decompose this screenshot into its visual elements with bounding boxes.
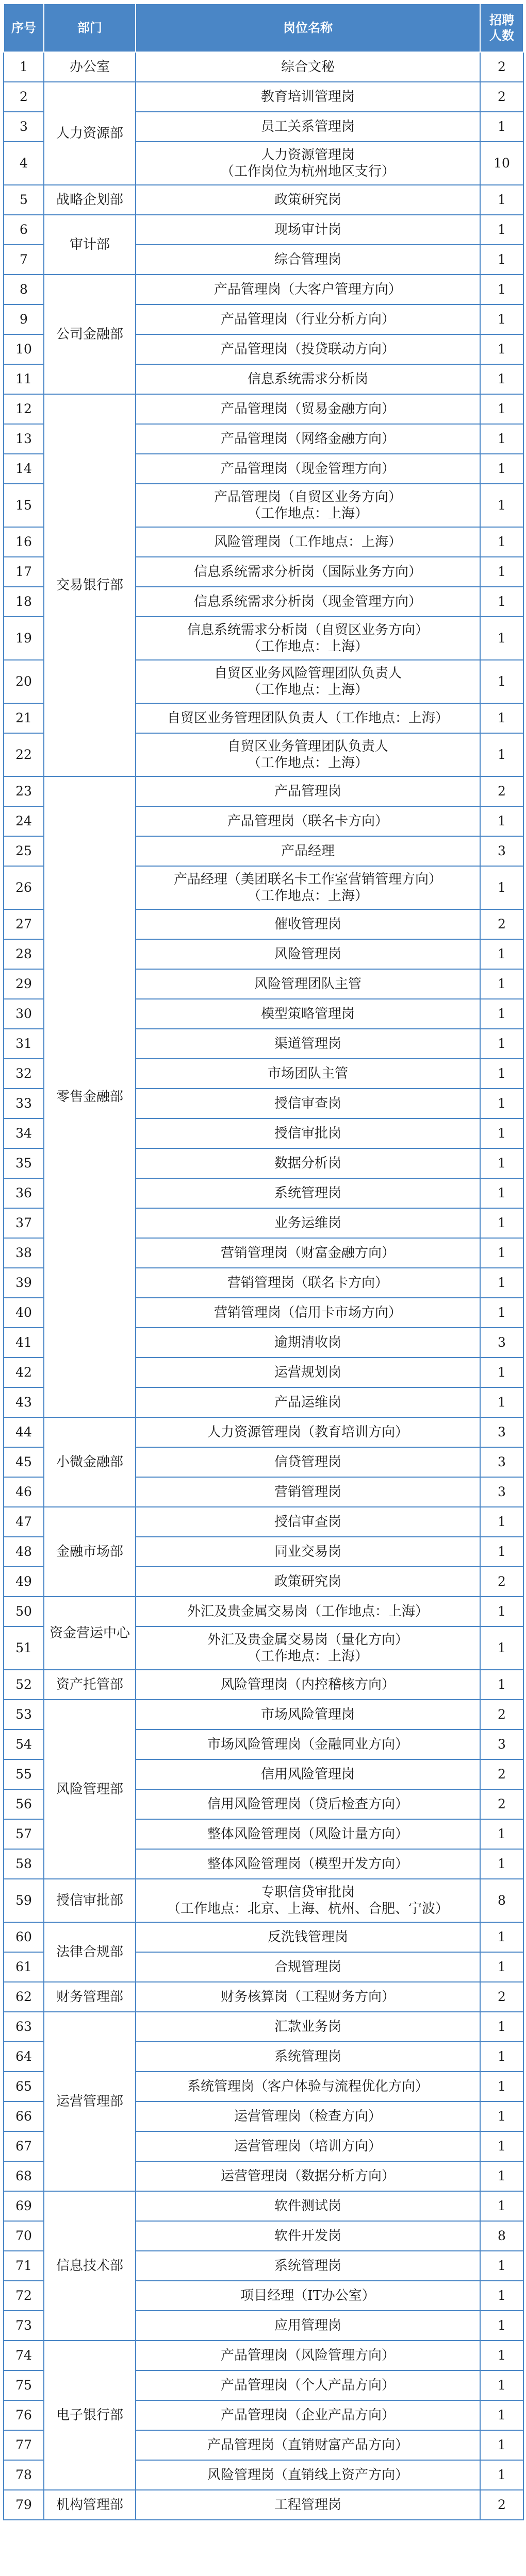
- position-name: 授信审查岗: [136, 1507, 480, 1537]
- row-seq: 68: [4, 2161, 44, 2191]
- position-name: 产品管理岗（企业产品方向）: [136, 2400, 480, 2430]
- table-row: [4, 1700, 523, 1730]
- position-name: 营销管理岗（财富金融方向）: [136, 1238, 480, 1268]
- position-name: 产品管理岗（网络金融方向）: [136, 424, 480, 454]
- row-seq: 44: [4, 1417, 44, 1447]
- position-name: 逾期清收岗: [136, 1328, 480, 1358]
- table-row: [4, 52, 523, 82]
- row-seq: 70: [4, 2221, 44, 2251]
- position-name: 现场审计岗: [136, 215, 480, 245]
- headcount: 2: [480, 2490, 523, 2520]
- header-row: [4, 4, 523, 52]
- position-name: 产品运维岗: [136, 1387, 480, 1417]
- position-name: 产品管理岗（联名卡方向）: [136, 806, 480, 836]
- row-seq: 21: [4, 703, 44, 733]
- position-name: 工程管理岗: [136, 2490, 480, 2520]
- row-seq: 76: [4, 2400, 44, 2430]
- row-seq: 66: [4, 2102, 44, 2131]
- position-name: 系统管理岗: [136, 2251, 480, 2281]
- headcount: 1: [480, 1029, 523, 1059]
- headcount: 1: [480, 2042, 523, 2072]
- row-seq: 4: [4, 142, 44, 185]
- headcount: 1: [480, 1922, 523, 1952]
- position-name: 产品管理岗（现金管理方向）: [136, 454, 480, 484]
- table-row: [4, 1922, 523, 1952]
- position-name: 信息系统需求分析岗（自贸区业务方向） （工作地点：上海）: [136, 617, 480, 660]
- headcount: 2: [480, 52, 523, 82]
- position-name: 营销管理岗: [136, 1477, 480, 1507]
- headcount: 8: [480, 1879, 523, 1922]
- headcount: 10: [480, 142, 523, 185]
- row-seq: 47: [4, 1507, 44, 1537]
- table-row: [4, 2191, 523, 2221]
- table-row: [4, 1597, 523, 1626]
- department-cell: 人力资源部: [44, 82, 136, 185]
- row-seq: 64: [4, 2042, 44, 2072]
- row-seq: 71: [4, 2251, 44, 2281]
- position-name: 自贸区业务管理团队负责人 （工作地点：上海）: [136, 733, 480, 776]
- row-seq: 3: [4, 112, 44, 142]
- position-name: 员工关系管理岗: [136, 112, 480, 142]
- row-seq: 53: [4, 1700, 44, 1730]
- headcount: 1: [480, 999, 523, 1029]
- row-seq: 35: [4, 1148, 44, 1178]
- headcount: 1: [480, 660, 523, 703]
- headcount: 3: [480, 1447, 523, 1477]
- headcount: 1: [480, 1148, 523, 1178]
- headcount: 1: [480, 215, 523, 245]
- row-seq: 33: [4, 1089, 44, 1118]
- department-cell: 交易银行部: [44, 394, 136, 776]
- row-seq: 15: [4, 484, 44, 527]
- headcount: 1: [480, 1387, 523, 1417]
- position-name: 系统管理岗: [136, 1178, 480, 1208]
- table-row: [4, 2490, 523, 2520]
- headcount: 1: [480, 1178, 523, 1208]
- department-cell: 风险管理部: [44, 1700, 136, 1879]
- position-name: 产品管理岗: [136, 776, 480, 806]
- position-name: 催收管理岗: [136, 909, 480, 939]
- row-seq: 6: [4, 215, 44, 245]
- headcount: 1: [480, 2281, 523, 2311]
- position-name: 外汇及贵金属交易岗（量化方向） （工作地点：上海）: [136, 1626, 480, 1670]
- row-seq: 16: [4, 527, 44, 557]
- row-seq: 51: [4, 1626, 44, 1670]
- table-row: [4, 275, 523, 304]
- position-name: 信用风险管理岗（贷后检查方向）: [136, 1789, 480, 1819]
- table-body: [4, 52, 523, 2520]
- department-cell: 小微金融部: [44, 1417, 136, 1507]
- position-name: 产品管理岗（投贷联动方向）: [136, 334, 480, 364]
- row-seq: 62: [4, 1982, 44, 2012]
- row-seq: 61: [4, 1952, 44, 1982]
- position-name: 综合管理岗: [136, 245, 480, 275]
- position-name: 系统管理岗: [136, 2042, 480, 2072]
- position-name: 专职信贷审批岗 （工作地点：北京、上海、杭州、合肥、宁波）: [136, 1879, 480, 1922]
- headcount: 2: [480, 1567, 523, 1597]
- position-name: 市场风险管理岗: [136, 1700, 480, 1730]
- headcount: 1: [480, 1118, 523, 1148]
- row-seq: 58: [4, 1849, 44, 1879]
- headcount: 1: [480, 2311, 523, 2341]
- row-seq: 56: [4, 1789, 44, 1819]
- position-name: 风险管理团队主管: [136, 969, 480, 999]
- headcount: 1: [480, 1358, 523, 1387]
- headcount: 1: [480, 2072, 523, 2102]
- headcount: 1: [480, 1089, 523, 1118]
- row-seq: 23: [4, 776, 44, 806]
- headcount: 1: [480, 2460, 523, 2490]
- row-seq: 65: [4, 2072, 44, 2102]
- row-seq: 36: [4, 1178, 44, 1208]
- headcount: 1: [480, 2251, 523, 2281]
- position-name: 应用管理岗: [136, 2311, 480, 2341]
- row-seq: 11: [4, 364, 44, 394]
- position-name: 产品经理: [136, 836, 480, 866]
- headcount: 2: [480, 1759, 523, 1789]
- headcount: 1: [480, 939, 523, 969]
- table-row: [4, 82, 523, 112]
- headcount: 1: [480, 1537, 523, 1567]
- headcount: 2: [480, 776, 523, 806]
- position-name: 产品管理岗（贸易金融方向）: [136, 394, 480, 424]
- table-row: [4, 776, 523, 806]
- row-seq: 54: [4, 1730, 44, 1759]
- row-seq: 42: [4, 1358, 44, 1387]
- department-cell: 授信审批部: [44, 1879, 136, 1922]
- position-name: 业务运维岗: [136, 1208, 480, 1238]
- position-name: 信息系统需求分析岗: [136, 364, 480, 394]
- headcount: 3: [480, 1477, 523, 1507]
- headcount: 3: [480, 836, 523, 866]
- headcount: 3: [480, 1417, 523, 1447]
- position-name: 营销管理岗（联名卡方向）: [136, 1268, 480, 1298]
- row-seq: 78: [4, 2460, 44, 2490]
- headcount: 1: [480, 703, 523, 733]
- row-seq: 46: [4, 1477, 44, 1507]
- position-name: 综合文秘: [136, 52, 480, 82]
- headcount: 2: [480, 1789, 523, 1819]
- position-name: 信用风险管理岗: [136, 1759, 480, 1789]
- department-cell: 审计部: [44, 215, 136, 275]
- position-name: 反洗钱管理岗: [136, 1922, 480, 1952]
- position-name: 运营管理岗（检查方向）: [136, 2102, 480, 2131]
- table-row: [4, 2012, 523, 2042]
- headcount: 1: [480, 275, 523, 304]
- department-cell: 战略企划部: [44, 185, 136, 215]
- position-name: 产品管理岗（自贸区业务方向） （工作地点：上海）: [136, 484, 480, 527]
- position-name: 市场风险管理岗（金融同业方向）: [136, 1730, 480, 1759]
- row-seq: 48: [4, 1537, 44, 1567]
- position-name: 软件开发岗: [136, 2221, 480, 2251]
- headcount: 1: [480, 806, 523, 836]
- headcount: 1: [480, 1849, 523, 1879]
- row-seq: 29: [4, 969, 44, 999]
- row-seq: 17: [4, 557, 44, 587]
- row-seq: 63: [4, 2012, 44, 2042]
- position-name: 信息系统需求分析岗（现金管理方向）: [136, 587, 480, 617]
- headcount: 1: [480, 245, 523, 275]
- headcount: 1: [480, 1298, 523, 1328]
- position-name: 产品管理岗（个人产品方向）: [136, 2370, 480, 2400]
- headcount: 2: [480, 1700, 523, 1730]
- headcount: 1: [480, 364, 523, 394]
- position-name: 教育培训管理岗: [136, 82, 480, 112]
- headcount: 1: [480, 1268, 523, 1298]
- row-seq: 22: [4, 733, 44, 776]
- headcount: 1: [480, 304, 523, 334]
- row-seq: 25: [4, 836, 44, 866]
- row-seq: 60: [4, 1922, 44, 1952]
- position-name: 风险管理岗: [136, 939, 480, 969]
- table-row: [4, 185, 523, 215]
- department-cell: 电子银行部: [44, 2341, 136, 2490]
- row-seq: 14: [4, 454, 44, 484]
- row-seq: 9: [4, 304, 44, 334]
- row-seq: 34: [4, 1118, 44, 1148]
- row-seq: 50: [4, 1597, 44, 1626]
- row-seq: 38: [4, 1238, 44, 1268]
- department-cell: 资产托管部: [44, 1670, 136, 1700]
- job-openings-table: [3, 3, 524, 2520]
- headcount: 1: [480, 185, 523, 215]
- table-row: [4, 1417, 523, 1447]
- position-name: 自贸区业务风险管理团队负责人 （工作地点：上海）: [136, 660, 480, 703]
- row-seq: 43: [4, 1387, 44, 1417]
- position-name: 外汇及贵金属交易岗（工作地点：上海）: [136, 1597, 480, 1626]
- headcount: 2: [480, 909, 523, 939]
- position-name: 产品管理岗（风险管理方向）: [136, 2341, 480, 2370]
- row-seq: 39: [4, 1268, 44, 1298]
- headcount: 1: [480, 2370, 523, 2400]
- row-seq: 24: [4, 806, 44, 836]
- position-name: 合规管理岗: [136, 1952, 480, 1982]
- department-cell: 信息技术部: [44, 2191, 136, 2341]
- table-row: [4, 215, 523, 245]
- department-cell: 机构管理部: [44, 2490, 136, 2520]
- position-name: 系统管理岗（客户体验与流程优化方向）: [136, 2072, 480, 2102]
- header-position: 岗位名称: [136, 4, 480, 52]
- job-table-container: [3, 3, 523, 2520]
- row-seq: 10: [4, 334, 44, 364]
- position-name: 信息系统需求分析岗（国际业务方向）: [136, 557, 480, 587]
- row-seq: 72: [4, 2281, 44, 2311]
- headcount: 2: [480, 82, 523, 112]
- position-name: 产品管理岗（大客户管理方向）: [136, 275, 480, 304]
- position-name: 整体风险管理岗（模型开发方向）: [136, 1849, 480, 1879]
- headcount: 1: [480, 1238, 523, 1268]
- row-seq: 40: [4, 1298, 44, 1328]
- position-name: 自贸区业务管理团队负责人（工作地点：上海）: [136, 703, 480, 733]
- headcount: 1: [480, 1952, 523, 1982]
- position-name: 产品管理岗（直销财富产品方向）: [136, 2430, 480, 2460]
- position-name: 授信审批岗: [136, 1118, 480, 1148]
- headcount: 1: [480, 1597, 523, 1626]
- position-name: 运营规划岗: [136, 1358, 480, 1387]
- row-seq: 27: [4, 909, 44, 939]
- headcount: 1: [480, 454, 523, 484]
- row-seq: 77: [4, 2430, 44, 2460]
- position-name: 产品管理岗（行业分析方向）: [136, 304, 480, 334]
- position-name: 模型策略管理岗: [136, 999, 480, 1029]
- headcount: 1: [480, 484, 523, 527]
- row-seq: 32: [4, 1059, 44, 1089]
- headcount: 1: [480, 394, 523, 424]
- headcount: 1: [480, 2131, 523, 2161]
- position-name: 软件测试岗: [136, 2191, 480, 2221]
- position-name: 政策研究岗: [136, 185, 480, 215]
- headcount: 1: [480, 969, 523, 999]
- row-seq: 69: [4, 2191, 44, 2221]
- row-seq: 19: [4, 617, 44, 660]
- headcount: 1: [480, 424, 523, 454]
- headcount: 3: [480, 1328, 523, 1358]
- headcount: 1: [480, 1819, 523, 1849]
- table-row: [4, 1982, 523, 2012]
- headcount: 1: [480, 866, 523, 909]
- department-cell: 运营管理部: [44, 2012, 136, 2191]
- table-header: [4, 4, 523, 52]
- position-name: 信贷管理岗: [136, 1447, 480, 1477]
- headcount: 1: [480, 2191, 523, 2221]
- department-cell: 公司金融部: [44, 275, 136, 394]
- row-seq: 1: [4, 52, 44, 82]
- row-seq: 59: [4, 1879, 44, 1922]
- row-seq: 13: [4, 424, 44, 454]
- department-cell: 金融市场部: [44, 1507, 136, 1597]
- position-name: 整体风险管理岗（风险计量方向）: [136, 1819, 480, 1849]
- department-cell: 办公室: [44, 52, 136, 82]
- headcount: 1: [480, 2012, 523, 2042]
- headcount: 1: [480, 1670, 523, 1700]
- row-seq: 18: [4, 587, 44, 617]
- headcount: 3: [480, 1730, 523, 1759]
- row-seq: 55: [4, 1759, 44, 1789]
- headcount: 1: [480, 1059, 523, 1089]
- headcount: 1: [480, 334, 523, 364]
- table-row: [4, 1879, 523, 1922]
- headcount: 1: [480, 1626, 523, 1670]
- headcount: 1: [480, 557, 523, 587]
- headcount: 1: [480, 617, 523, 660]
- position-name: 同业交易岗: [136, 1537, 480, 1567]
- row-seq: 73: [4, 2311, 44, 2341]
- table-row: [4, 1507, 523, 1537]
- row-seq: 30: [4, 999, 44, 1029]
- position-name: 运营管理岗（数据分析方向）: [136, 2161, 480, 2191]
- row-seq: 20: [4, 660, 44, 703]
- header-seq: 序号: [4, 4, 44, 52]
- position-name: 渠道管理岗: [136, 1029, 480, 1059]
- row-seq: 52: [4, 1670, 44, 1700]
- row-seq: 75: [4, 2370, 44, 2400]
- position-name: 财务核算岗（工程财务方向）: [136, 1982, 480, 2012]
- table-row: [4, 394, 523, 424]
- row-seq: 79: [4, 2490, 44, 2520]
- row-seq: 45: [4, 1447, 44, 1477]
- row-seq: 8: [4, 275, 44, 304]
- header-headcount: 招聘 人数: [480, 4, 523, 52]
- position-name: 项目经理（IT办公室）: [136, 2281, 480, 2311]
- row-seq: 5: [4, 185, 44, 215]
- position-name: 营销管理岗（信用卡市场方向）: [136, 1298, 480, 1328]
- position-name: 数据分析岗: [136, 1148, 480, 1178]
- headcount: 1: [480, 2400, 523, 2430]
- row-seq: 41: [4, 1328, 44, 1358]
- table-row: [4, 1670, 523, 1700]
- headcount: 1: [480, 2102, 523, 2131]
- headcount: 1: [480, 112, 523, 142]
- row-seq: 2: [4, 82, 44, 112]
- department-cell: 法律合规部: [44, 1922, 136, 1982]
- department-cell: 财务管理部: [44, 1982, 136, 2012]
- headcount: 8: [480, 2221, 523, 2251]
- row-seq: 26: [4, 866, 44, 909]
- position-name: 风险管理岗（直销线上资产方向）: [136, 2460, 480, 2490]
- row-seq: 74: [4, 2341, 44, 2370]
- position-name: 风险管理岗（工作地点：上海）: [136, 527, 480, 557]
- headcount: 1: [480, 733, 523, 776]
- headcount: 2: [480, 1982, 523, 2012]
- row-seq: 31: [4, 1029, 44, 1059]
- row-seq: 37: [4, 1208, 44, 1238]
- position-name: 政策研究岗: [136, 1567, 480, 1597]
- table-row: [4, 2341, 523, 2370]
- position-name: 市场团队主管: [136, 1059, 480, 1089]
- department-cell: 资金营运中心: [44, 1597, 136, 1670]
- headcount: 1: [480, 2341, 523, 2370]
- position-name: 人力资源管理岗（教育培训方向）: [136, 1417, 480, 1447]
- headcount: 1: [480, 527, 523, 557]
- headcount: 1: [480, 2430, 523, 2460]
- row-seq: 28: [4, 939, 44, 969]
- header-dept: 部门: [44, 4, 136, 52]
- headcount: 1: [480, 587, 523, 617]
- position-name: 产品经理（美团联名卡工作室营销管理方向） （工作地点：上海）: [136, 866, 480, 909]
- position-name: 运营管理岗（培训方向）: [136, 2131, 480, 2161]
- row-seq: 67: [4, 2131, 44, 2161]
- headcount: 1: [480, 1507, 523, 1537]
- headcount: 1: [480, 2161, 523, 2191]
- headcount: 1: [480, 1208, 523, 1238]
- row-seq: 12: [4, 394, 44, 424]
- row-seq: 7: [4, 245, 44, 275]
- position-name: 授信审查岗: [136, 1089, 480, 1118]
- position-name: 风险管理岗（内控稽核方向）: [136, 1670, 480, 1700]
- row-seq: 49: [4, 1567, 44, 1597]
- row-seq: 57: [4, 1819, 44, 1849]
- position-name: 人力资源管理岗 （工作岗位为杭州地区支行）: [136, 142, 480, 185]
- department-cell: 零售金融部: [44, 776, 136, 1417]
- position-name: 汇款业务岗: [136, 2012, 480, 2042]
